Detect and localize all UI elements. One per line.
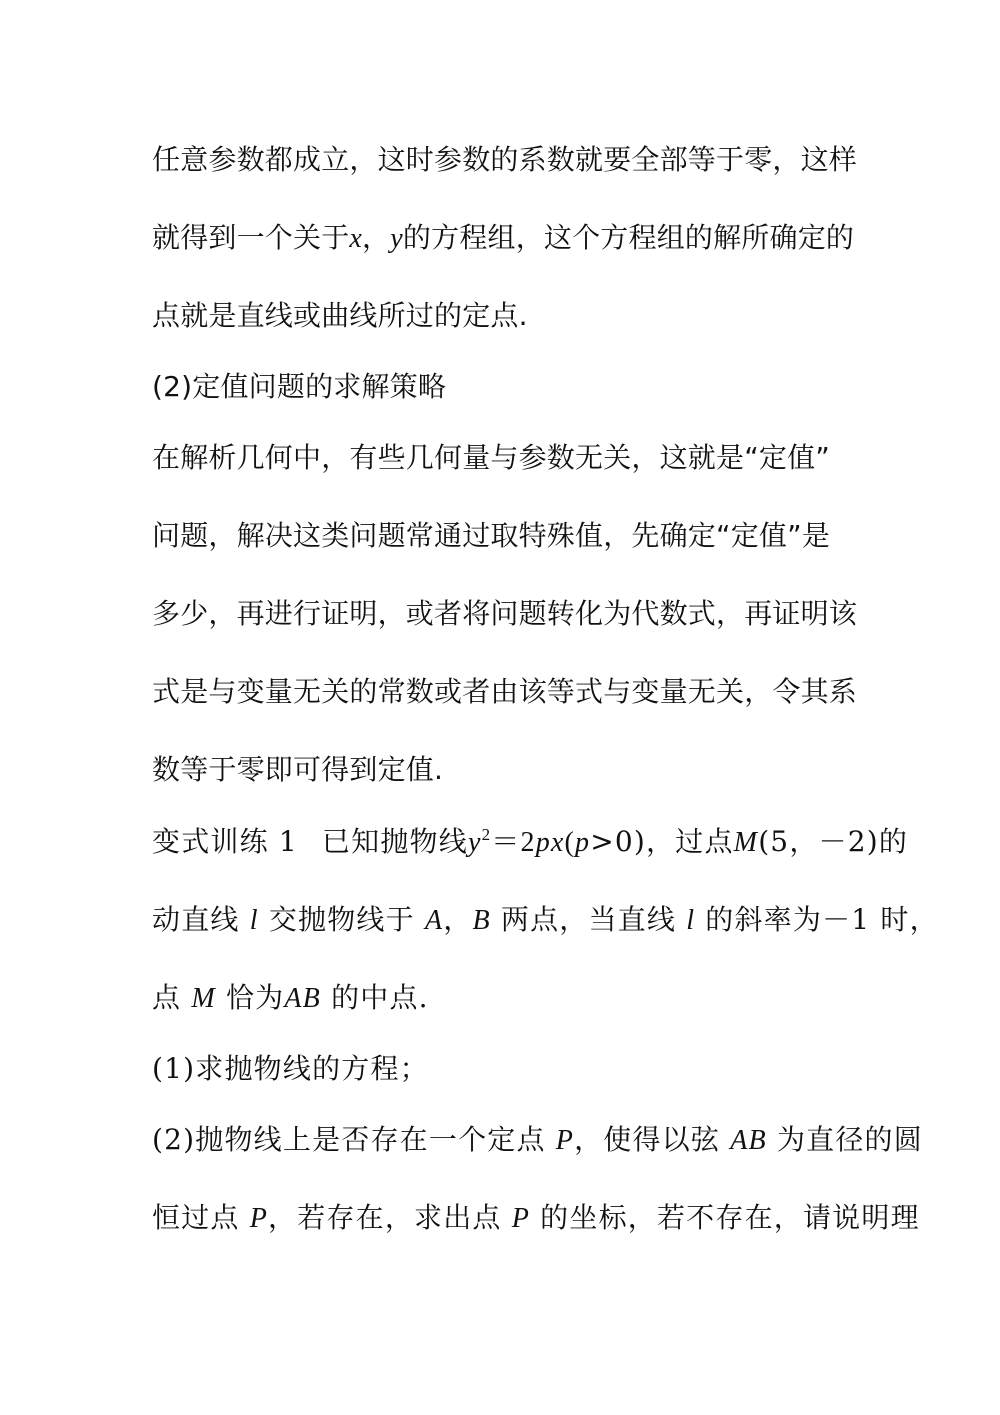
paragraph1-line1: 任意参数都成立，这时参数的系数就要全部等于零，这样	[152, 143, 858, 176]
text: ＝2	[491, 827, 536, 858]
section2-heading: (2)定值问题的求解策略	[152, 370, 447, 403]
paragraph1-line2	[152, 220, 855, 257]
exercise-line2	[152, 902, 939, 939]
text: ，若存在，求出点	[268, 1201, 502, 1234]
section2-line5: 数等于零即可得到定值.	[152, 753, 444, 786]
segment-AB: AB	[284, 983, 321, 1014]
point-M: M	[191, 983, 216, 1014]
exercise-line1	[152, 824, 909, 861]
variable-y: y	[390, 223, 403, 254]
point-P: P	[249, 1203, 269, 1234]
variable-y: y	[467, 827, 482, 858]
text: 的中点.	[331, 981, 429, 1014]
section2-line2: 问题，解决这类问题常通过取特殊值，先确定“定值”是	[152, 519, 831, 552]
paragraph1-line3: 点就是直线或曲线所过的定点.	[152, 299, 528, 332]
section2-line3: 多少，再进行证明，或者将问题转化为代数式，再证明该	[152, 597, 858, 630]
text: (	[564, 827, 576, 858]
point-M: M	[733, 827, 759, 858]
exponent: 2	[481, 825, 492, 844]
variable-p: p	[575, 827, 591, 858]
text: (5，－2)的	[758, 825, 909, 858]
exercise-question2-line2	[152, 1200, 920, 1237]
variable-x: x	[349, 223, 363, 254]
segment-AB: AB	[730, 1125, 767, 1156]
exercise-question1: (1)求抛物线的方程；	[152, 1052, 429, 1085]
text: 为直径的圆	[776, 1123, 923, 1156]
section2-line4: 式是与变量无关的常数或者由该等式与变量无关，令其系	[152, 675, 858, 708]
text: 交抛物线于	[268, 903, 415, 936]
point-A: A	[424, 905, 444, 936]
exercise-line3	[152, 980, 852, 1017]
text: 的方程组，这个方程组的解所确定的	[402, 221, 855, 254]
text: 恒过点	[152, 1201, 240, 1234]
text: 就得到一个关于	[152, 221, 350, 254]
text: 恰为	[225, 981, 285, 1014]
text: ，使得以弦	[574, 1123, 721, 1156]
text: >0)，过点	[590, 825, 734, 858]
exercise-label: 变式训练 1	[152, 825, 298, 858]
text: 点	[152, 981, 182, 1014]
section2-line1: 在解析几何中，有些几何量与参数无关，这就是“定值”	[152, 441, 831, 474]
text: 已知抛物线	[321, 825, 468, 858]
text: 的坐标，若不存在，请说明理	[540, 1201, 920, 1234]
text: ，	[443, 903, 473, 936]
text: 动直线	[152, 903, 240, 936]
line-l: l	[686, 905, 696, 936]
variable-px: px	[535, 827, 565, 858]
text: 的斜率为－1 时，	[705, 903, 939, 936]
line-l: l	[249, 905, 259, 936]
text: (2)抛物线上是否存在一个定点	[152, 1123, 546, 1156]
point-B: B	[472, 905, 491, 936]
point-P: P	[555, 1125, 575, 1156]
text: 两点，当直线	[500, 903, 677, 936]
text: ，	[362, 221, 391, 254]
exercise-question2-line1	[152, 1122, 923, 1159]
point-P: P	[511, 1203, 531, 1234]
